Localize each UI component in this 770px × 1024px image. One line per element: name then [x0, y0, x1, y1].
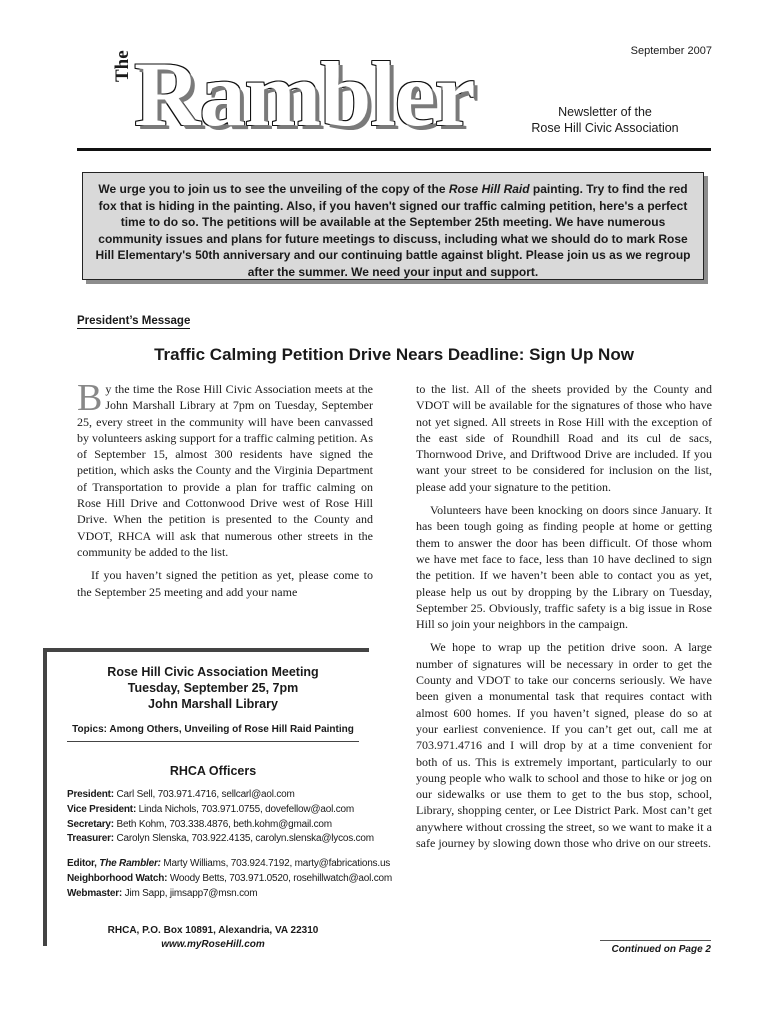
officers-list	[67, 788, 393, 902]
officer-detail: Linda Nichols, 703.971.0755, dovefellow@aol.com	[136, 803, 354, 815]
officer-role: Webmaster:	[67, 887, 123, 899]
officer-role: Editor,	[67, 858, 100, 870]
masthead-rule	[77, 148, 711, 151]
article-paragraph: Volunteers have been knocking on doors since January. It has been tough going as finding people at home or getting them to answer the door has been difficult. Of those whom we have met face to face, less than 10 have declined to sign the petition. If we haven’t been able to contact you as yet, please help us out by dropping by the Library on Tuesday, September 25. Obviously, traffic safety is a big issue in Rose Hill so join your neighbors in the campaign.	[416, 503, 712, 632]
article-paragraph	[77, 377, 373, 560]
officer-detail: Carl Sell, 703.971.4716, sellcarl@aol.com	[113, 789, 295, 800]
officer-entry	[67, 832, 374, 847]
mailing-address	[67, 924, 359, 952]
subtitle-line-1: Newsletter of the	[558, 105, 652, 119]
officer-entry	[67, 818, 359, 833]
announcement-text-start: We urge you to join us to see the unveiling of the copy of the	[98, 182, 449, 196]
continued-note: Continued on Page 2	[600, 940, 711, 955]
officer-detail: Beth Kohm, 703.338.4876, beth.kohm@gmail.com	[113, 818, 332, 830]
section-label: President’s Message	[77, 315, 191, 327]
drop-cap: B	[77, 377, 103, 419]
announcement-emphasis: Rose Hill Raid	[448, 182, 530, 196]
officer-detail: Carolyn Slenska, 703.922.4135, carolyn.slenska@lycos.com	[113, 833, 374, 845]
officer-role: Neighborhood Watch:	[67, 872, 168, 884]
meeting-topics: Topics: Among Others, Unveiling of Rose Hill Raid Painting	[67, 724, 359, 742]
meeting-info-box	[43, 648, 393, 950]
officer-role: Secretary:	[67, 818, 114, 830]
meeting-title: Rose Hill Civic Association Meeting	[107, 665, 319, 679]
masthead-the: The	[112, 50, 133, 82]
article-paragraph: If you haven’t signed the petition as yet, please come to the September 25 meeting and add your name	[77, 568, 373, 599]
officer-detail: Woody Betts, 703.971.0520, rosehillwatch@aol.com	[167, 872, 393, 884]
article-column-left	[77, 377, 373, 607]
article-paragraph: We hope to wrap up the petition drive soon. A large number of signatures will be necessary in order to get the County and VDOT to take our concerns seriously. We have been given a monumental task that requires contact with almost 600 homes. If you haven’t signed, please do so at your earliest convenience. If you can’t get out, call me at 703.971.4716 and I will drop by at a time convenient for both of us. This is extremely important, particularly to our young people who walk to school and those to hike or jog on our sidewalks or use them to get to the bus stop, school, Library, shopping center, or Lee District Park. Most can’t get anywhere without crossing the street, so we want to make it a safe journey by slowing down those who drive on our streets.	[416, 640, 712, 851]
officer-detail: Jim Sapp, jimsapp7@msn.com	[122, 887, 258, 899]
meeting-date: Tuesday, September 25, 7pm	[127, 681, 299, 695]
officer-entry	[67, 803, 359, 818]
officer-detail: Marty Williams, 703.924.7192, marty@fabrications.us	[160, 858, 391, 870]
officer-role: Vice President:	[67, 803, 137, 815]
masthead-subtitle	[520, 104, 690, 136]
announcement-text-end: painting. Try to find the red fox that is hiding in the painting. Also, if you haven't signed our traffic calming petition, here's a perfect time to do so. The petitions will be available at the September 25th meeting. We have numerous community issues and plans for future meetings to discuss, including what we should do to mark Rose Hill Elementary's 50th anniversary and our continuing battle against blight. Please join us as we regroup after the summer. We need your input and support.	[95, 182, 691, 279]
issue-date: September 2007	[630, 45, 712, 57]
masthead-title: Rambler	[134, 43, 475, 145]
subtitle-line-2: Rose Hill Civic Association	[531, 121, 679, 135]
announcement-box	[82, 172, 704, 280]
publication-name: The Rambler:	[99, 858, 161, 870]
article-headline: Traffic Calming Petition Drive Nears Deadline: Sign Up Now	[154, 345, 634, 364]
watch-entry	[67, 872, 393, 887]
editor-entry	[67, 857, 391, 872]
paragraph-text: y the time the Rose Hill Civic Association meets at the John Marshall Library at 7pm on Tuesday, September 25, every street in the community will have been canvassed by volunteers asking support for a traffic calming petition. As of September 15, almost 300 residents have signed the petition, which asks the County and the Virginia Department of Transportation to provide a plan for traffic calming on Rose Hill Drive and Cottonwood Drive west of Rose Hill Drive. When the petition is presented to the County and VDOT, RHCA will ask that numerous other streets in the community be added to the list.	[77, 382, 373, 559]
article-paragraph: to the list. All of the sheets provided by the County and VDOT will be available for the signatures of those who have not yet signed. All streets in Rose Hill with the exception of the east side of Roundhill Road and its cul de sacs, Thornwood Drive, and Driftwood Drive are included. If you want your street to be considered for inclusion on the list, please add your signature to the petition.	[416, 382, 712, 494]
officers-heading: RHCA Officers	[169, 764, 257, 778]
officer-entry	[67, 788, 359, 803]
article-column-right	[416, 381, 712, 858]
address-line: RHCA, P.O. Box 10891, Alexandria, VA 22310	[107, 924, 319, 936]
officer-role: President:	[67, 789, 114, 800]
website-link[interactable]: www.myRoseHill.com	[161, 938, 265, 950]
webmaster-entry	[67, 887, 359, 902]
meeting-place: John Marshall Library	[148, 697, 278, 711]
officer-role: Treasurer:	[67, 833, 114, 845]
